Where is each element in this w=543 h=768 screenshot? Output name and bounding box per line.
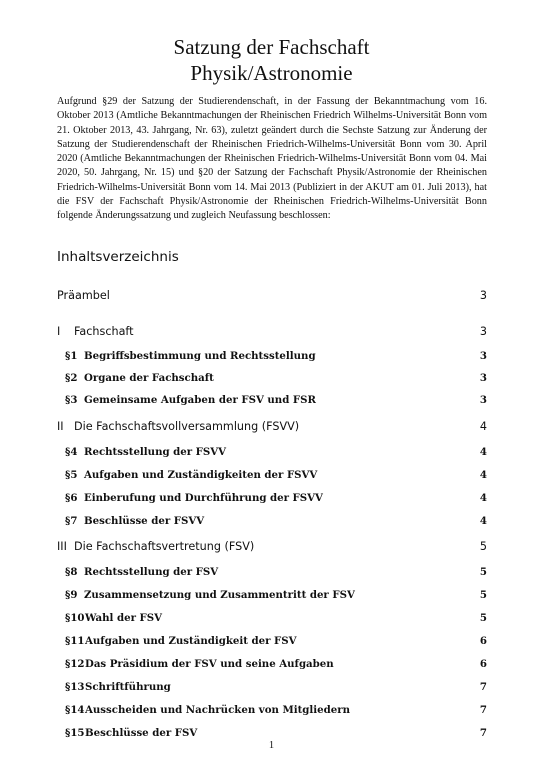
toc-entry-praeambel[interactable] <box>57 289 487 305</box>
toc-entry-number: §3 <box>65 394 78 406</box>
toc-entry-label: Die Fachschaftsvollversammlung (FSVV) <box>74 420 300 433</box>
toc-entry-number: §1 <box>65 350 78 362</box>
toc-entry-section-7[interactable] <box>57 515 487 531</box>
toc-entry-page: 5 <box>479 589 487 601</box>
toc-entry-section-11[interactable] <box>57 635 487 651</box>
toc-entry-number: §6 <box>65 492 78 504</box>
toc-entry-page: 3 <box>479 372 487 384</box>
toc-entry-section-10[interactable] <box>57 612 487 628</box>
title-line-1: Satzung der Fachschaft <box>173 35 370 59</box>
toc-entry-section-6[interactable] <box>57 492 487 508</box>
title-line-2: Physik/Astronomie <box>190 61 353 85</box>
toc-entry-label: Das Präsidium der FSV und seine Aufgaben <box>85 658 334 670</box>
toc-entry-page: 4 <box>479 469 487 481</box>
toc-entry-page: 6 <box>479 635 487 647</box>
toc-heading: Inhaltsverzeichnis <box>57 249 179 265</box>
toc-entry-label: Einberufung und Durchführung der FSVV <box>84 492 323 504</box>
toc-entry-number: §9 <box>65 589 78 601</box>
toc-entry-label: Ausscheiden und Nachrücken von Mitgliedern <box>85 704 351 716</box>
toc-entry-label: Präambel <box>57 289 110 302</box>
toc-entry-section-12[interactable] <box>57 658 487 674</box>
toc-entry-label: Organe der Fachschaft <box>84 372 214 384</box>
toc-entry-page: 4 <box>479 420 487 433</box>
toc-entry-part-1[interactable] <box>57 325 487 341</box>
toc-entry-label: Aufgaben und Zuständigkeit der FSV <box>85 635 297 647</box>
toc-entry-section-4[interactable] <box>57 446 487 462</box>
toc-entry-page: 7 <box>479 704 487 716</box>
toc-entry-label: Beschlüsse der FSVV <box>84 515 205 527</box>
toc-entry-page: 3 <box>479 394 487 406</box>
toc-entry-section-13[interactable] <box>57 681 487 697</box>
toc-entry-number: §15 <box>65 727 85 739</box>
toc-entry-page: 4 <box>479 492 487 504</box>
toc-entry-number: I <box>57 325 61 338</box>
toc-entry-label: Rechtsstellung der FSV <box>84 566 219 578</box>
toc-entry-page: 5 <box>479 540 487 553</box>
toc-entry-label: Beschlüsse der FSV <box>85 727 198 739</box>
toc-entry-label: Aufgaben und Zuständigkeiten der FSVV <box>84 469 318 481</box>
toc-entry-label: Zusammensetzung und Zusammentritt der FSV <box>84 589 355 601</box>
toc-entry-section-1[interactable] <box>57 350 487 366</box>
toc-entry-section-5[interactable] <box>57 469 487 485</box>
toc-entry-label: Gemeinsame Aufgaben der FSV und FSR <box>84 394 316 406</box>
toc-entry-number: II <box>57 420 64 433</box>
toc-entry-number: §2 <box>65 372 78 384</box>
toc-entry-section-2[interactable] <box>57 372 487 388</box>
toc-entry-number: III <box>57 540 67 553</box>
toc-entry-label: Fachschaft <box>74 325 134 338</box>
toc-entry-number: §5 <box>65 469 78 481</box>
toc-entry-number: §11 <box>65 635 85 647</box>
toc-entry-page: 7 <box>479 681 487 693</box>
toc-entry-number: §12 <box>65 658 85 670</box>
toc-entry-page: 3 <box>479 289 487 302</box>
toc-entry-label: Schriftführung <box>85 681 171 693</box>
preamble-paragraph: Aufgrund §29 der Satzung der Studierendenschaft, in der Fassung der Bekanntmachung vom 16. Oktober 2013 (Amtliche Bekanntmachungen der Rheinischen Friedrich Wilhelms-Universität Bonn vom 21. Oktober 2013, 43. Jahrgang, Nr. 63), zuletzt geändert durch die Sechste Satzung zur Änderung der Satzung der Studierendenschaft der Rheinischen Friedrich-Wilhelms-Universität Bonn vom 30. April 2020 (Amtliche Bekanntmachungen der Rheinischen Friedrich-Wilhelms-Universität Bonn vom 04. Mai 2020, 50. Jahrgang, Nr. 15) und §20 der Satzung der Fachschaft Physik/Astronomie der Rheinischen Friedrich-Wilhelms-Universität Bonn vom 14. Mai 2013 (Publiziert in der AKUT am 01. Juli 2013), hat die FSV der Fachschaft Physik/Astronomie der Rheinischen Friedrich-Wilhelms-Universität Bonn folgende Änderungssatzung und zugleich Neufassung beschlossen: <box>57 96 487 222</box>
toc-entry-label: Rechtsstellung der FSVV <box>84 446 227 458</box>
toc-entry-section-14[interactable] <box>57 704 487 720</box>
toc-entry-page: 3 <box>479 350 487 362</box>
toc-entry-label: Wahl der FSV <box>85 612 162 624</box>
toc-entry-label: Begriffsbestimmung und Rechtsstellung <box>84 350 316 362</box>
toc-entry-number: §8 <box>65 566 78 578</box>
toc-entry-number: §13 <box>65 681 85 693</box>
toc-entry-part-2[interactable] <box>57 420 487 436</box>
toc-entry-page: 7 <box>479 727 487 739</box>
toc-entry-section-9[interactable] <box>57 589 487 605</box>
toc-entry-page: 3 <box>479 325 487 338</box>
toc-entry-number: §14 <box>65 704 85 716</box>
toc-entry-section-3[interactable] <box>57 394 487 410</box>
toc-entry-page: 4 <box>479 446 487 458</box>
toc-entry-page: 5 <box>479 612 487 624</box>
toc-entry-section-8[interactable] <box>57 566 487 582</box>
toc-entry-page: 5 <box>479 566 487 578</box>
toc-entry-part-3[interactable] <box>57 540 487 556</box>
toc-entry-number: §4 <box>65 446 78 458</box>
toc-entry-page: 4 <box>479 515 487 527</box>
toc-entry-page: 6 <box>479 658 487 670</box>
page-number: 1 <box>268 740 275 751</box>
toc-entry-number: §10 <box>65 612 85 624</box>
toc-entry-number: §7 <box>65 515 78 527</box>
toc-entry-label: Die Fachschaftsvertretung (FSV) <box>74 540 255 553</box>
